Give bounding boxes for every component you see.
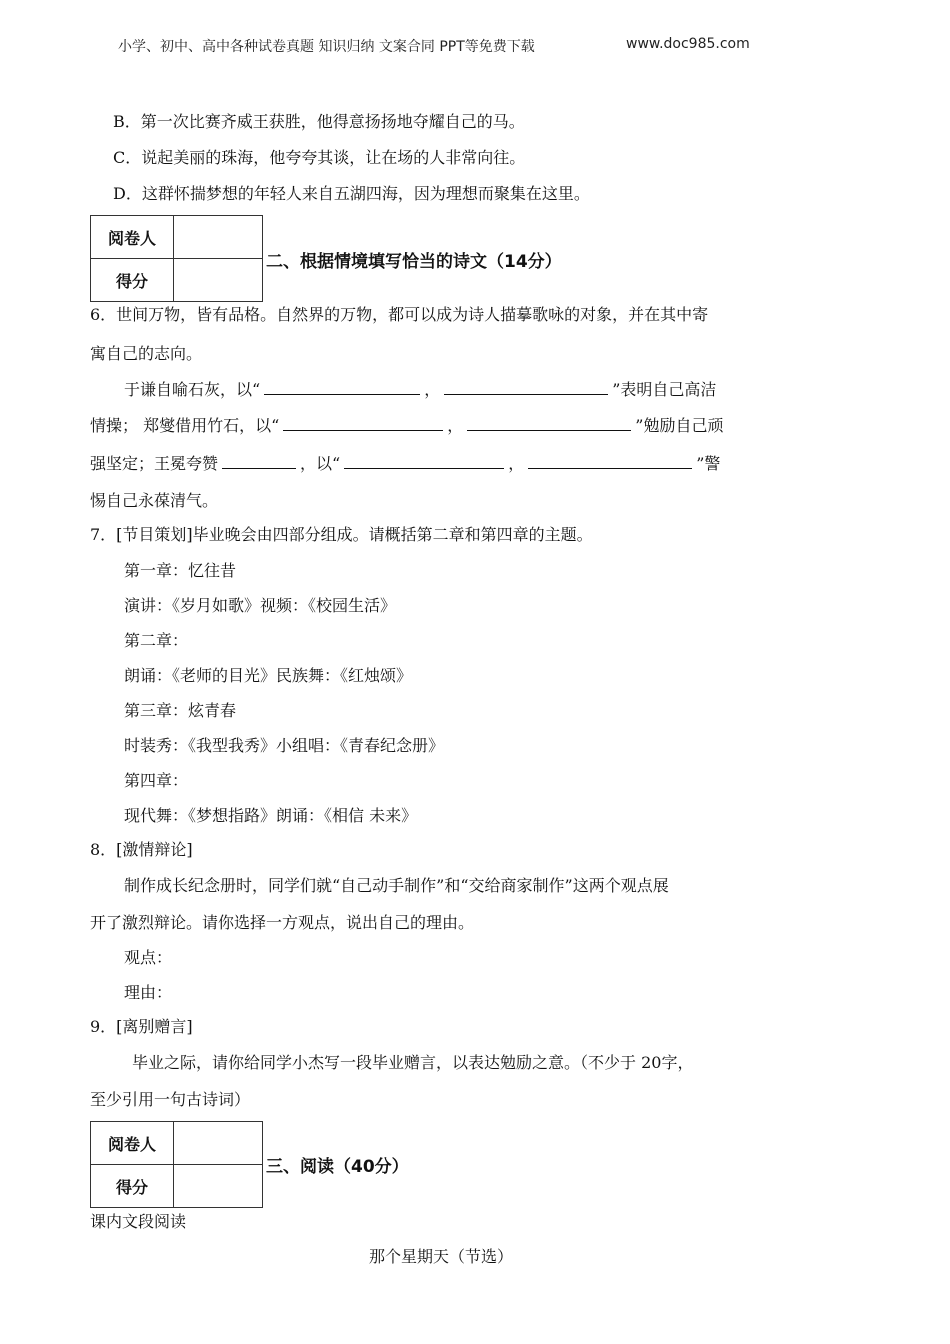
score-table (90, 1121, 263, 1208)
option-b: B．第一次比赛齐威王获胜，他得意扬扬地夺耀自己的马。 (113, 112, 525, 131)
score-table (90, 215, 263, 302)
q6-line2: 寓自己的志向。 (90, 344, 203, 363)
score-label: 得分 (91, 1165, 174, 1208)
q7-chapter4-items: 现代舞：《梦想指路》朗诵：《相信 未来》 (124, 806, 418, 825)
reviewer-label: 阅卷人 (91, 216, 174, 259)
option-c: C．说起美丽的珠海，他夸夸其谈，让在场的人非常向往。 (113, 148, 526, 167)
q8-para2: 开了激烈辩论。请你选择一方观点，说出自己的理由。 (90, 913, 475, 932)
q8-stem: 8．[激情辩论] (90, 840, 193, 859)
q6-comma: ， (508, 454, 525, 473)
q8-view-label: 观点： (124, 948, 173, 967)
answer-blank[interactable] (444, 380, 608, 395)
reviewer-cell[interactable] (174, 1122, 263, 1165)
reviewer-label: 阅卷人 (91, 1122, 174, 1165)
q9-stem: 9．[离别赠言] (90, 1017, 193, 1036)
q6-line4 (90, 416, 723, 436)
q9-para2: 至少引用一句古诗词） (90, 1090, 251, 1109)
q6-line3-a: 于谦自喻石灰，以“ (124, 380, 261, 399)
section-3-title: 三、阅读（40分） (266, 1157, 409, 1177)
q9-para1: 毕业之际，请你给同学小杰写一段毕业赠言，以表达勉励之意。（不少于 20字， (132, 1053, 694, 1072)
q7-stem: 7．[节目策划]毕业晚会由四部分组成。请概括第二章和第四章的主题。 (90, 525, 593, 544)
answer-blank[interactable] (467, 416, 631, 431)
q6-line3-b: ”表明自己高洁 (612, 380, 717, 399)
answer-blank[interactable] (528, 454, 692, 469)
answer-blank[interactable] (344, 454, 504, 469)
q6-line5-b: ，以“ (300, 454, 341, 473)
q6-line3 (124, 380, 716, 400)
reading-intro: 课内文段阅读 (90, 1212, 187, 1231)
q7-chapter3-items: 时装秀：《我型我秀》小组唱：《青春纪念册》 (124, 736, 445, 755)
q6-line4-b: ”勉励自己顽 (635, 416, 724, 435)
answer-blank[interactable] (222, 454, 296, 469)
q6-comma: ， (447, 416, 464, 435)
q6-line5 (90, 454, 720, 474)
q6-line1: 6．世间万物，皆有品格。自然界的万物，都可以成为诗人描摹歌咏的对象，并在其中寄 (90, 305, 709, 324)
q6-line5-a: 强坚定；王冕夸赞 (90, 454, 219, 473)
section-2-title: 二、根据情境填写恰当的诗文（14分） (266, 252, 562, 272)
q6-comma: ， (424, 380, 441, 399)
score-cell[interactable] (174, 259, 263, 302)
q8-para1: 制作成长纪念册时，同学们就“自己动手制作”和“交给商家制作”这两个观点展 (124, 876, 669, 895)
answer-blank[interactable] (264, 380, 420, 395)
score-label: 得分 (91, 259, 174, 302)
q7-chapter3: 第三章：炫青春 (124, 701, 237, 720)
passage-title: 那个星期天（节选） (369, 1247, 514, 1266)
header-url[interactable]: www.doc985.com (626, 36, 750, 52)
reviewer-cell[interactable] (174, 216, 263, 259)
q7-chapter1: 第一章：忆往昔 (124, 561, 237, 580)
q6-line5-c: ”警 (696, 454, 721, 473)
q7-chapter2-items: 朗诵：《老师的目光》民族舞：《红烛颂》 (124, 666, 413, 685)
answer-blank[interactable] (283, 416, 443, 431)
q6-line4-a: 情操； 郑燮借用竹石，以“ (90, 416, 280, 435)
q7-chapter4: 第四章： (124, 771, 189, 790)
q7-chapter1-items: 演讲：《岁月如歌》视频：《校园生活》 (124, 596, 397, 615)
q7-chapter2: 第二章： (124, 631, 189, 650)
q8-reason-label: 理由： (124, 983, 173, 1002)
option-d: D．这群怀揣梦想的年轻人来自五湖四海，因为理想而聚集在这里。 (113, 184, 590, 203)
q6-line6: 惕自己永葆清气。 (90, 491, 219, 510)
score-cell[interactable] (174, 1165, 263, 1208)
header-slogan: 小学、初中、高中各种试卷真题 知识归纳 文案合同 PPT等免费下载 (118, 39, 535, 55)
